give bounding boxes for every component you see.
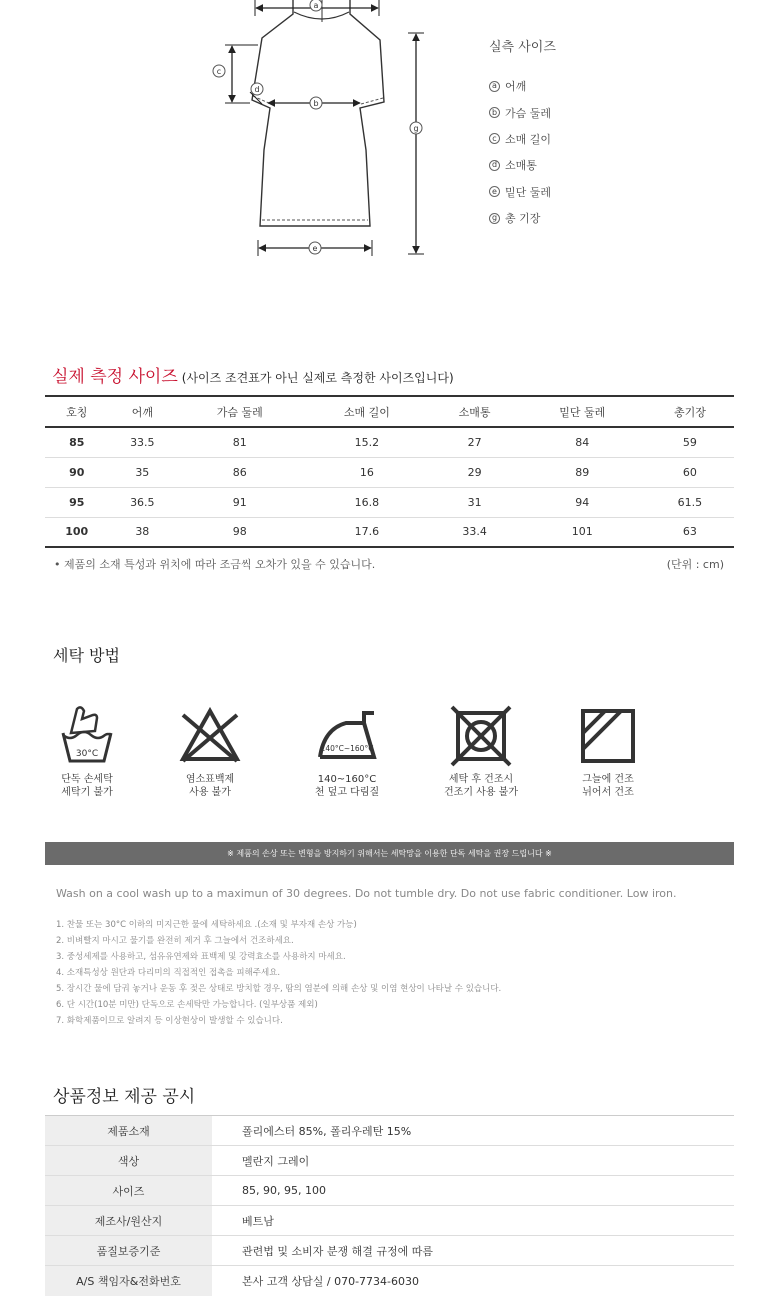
column-header: 가슴 둘레 [176, 396, 303, 427]
legend-item [489, 179, 556, 205]
column-header: 총기장 [646, 396, 734, 427]
info-value: 베트남 [212, 1206, 734, 1236]
table-cell: 91 [176, 487, 303, 517]
table-cell: 81 [176, 427, 303, 457]
info-value: 본사 고객 상담실 / 070-7734-6030 [212, 1266, 734, 1296]
care-banner: ※ 제품의 손상 또는 변형을 방지하기 위해서는 세탁망을 이용한 단독 세탁을 권장 드립니다 ※ [45, 842, 734, 865]
hand-wash-icon [57, 705, 117, 767]
table-row [45, 1146, 734, 1176]
column-header: 어깨 [108, 396, 176, 427]
info-key: 색상 [45, 1146, 212, 1176]
table-cell: 98 [176, 517, 303, 547]
table-cell: 60 [646, 457, 734, 487]
list-item: 1. 찬물 또는 30°C 이하의 미지근한 물에 세탁하세요 .(소재 및 부자재 손상 가능) [56, 920, 357, 930]
table-cell: 15.2 [303, 427, 430, 457]
table-cell: 59 [646, 427, 734, 457]
table-cell: 31 [431, 487, 519, 517]
info-section-title: 상품정보 제공 공시 [53, 1087, 196, 1107]
legend-item [489, 152, 556, 178]
legend-item [489, 205, 556, 231]
legend-label: 소매통 [505, 159, 537, 173]
table-cell: 100 [45, 517, 108, 547]
table-cell: 36.5 [108, 487, 176, 517]
list-item: 3. 중성세제를 사용하고, 섬유유연제와 표백제 및 강력효소를 사용하지 마세요. [56, 952, 346, 962]
list-item: 4. 소재특성상 원단과 다리미의 직접적인 접촉을 피해주세요. [56, 968, 281, 978]
legend-marker: c [489, 133, 500, 144]
table-cell: 86 [176, 457, 303, 487]
table-cell: 63 [646, 517, 734, 547]
tshirt-outline [252, 0, 384, 226]
column-header: 소매통 [431, 396, 519, 427]
list-item: 2. 비벼빨지 마시고 물기를 완전히 제거 후 그늘에서 건조하세요. [56, 936, 294, 946]
table-row [45, 1176, 734, 1206]
size-subtitle: (사이즈 조견표가 아닌 실제로 측정한 사이즈입니다) [181, 371, 454, 385]
care-english: Wash on a cool wash up to a maximun of 30 degrees. Do not tumble dry. Do not use fabric conditioner. Low iron. [56, 887, 677, 900]
diagram-legend [489, 36, 556, 231]
table-row [45, 1116, 734, 1146]
product-info-table [45, 1115, 734, 1296]
size-diagram [0, 0, 780, 270]
info-key: 제품소재 [45, 1116, 212, 1146]
info-key: A/S 책임자&전화번호 [45, 1266, 212, 1296]
table-row [45, 1266, 734, 1296]
marker-e: e [312, 244, 318, 253]
care-item [431, 705, 531, 799]
table-row [45, 487, 734, 517]
table-row [45, 1236, 734, 1266]
column-header: 소매 길이 [303, 396, 430, 427]
iron-icon [316, 705, 378, 767]
column-header: 호칭 [45, 396, 108, 427]
table-cell: 90 [45, 457, 108, 487]
table-cell: 101 [519, 517, 646, 547]
marker-c: c [216, 67, 222, 76]
table-cell: 33.4 [431, 517, 519, 547]
table-row [45, 517, 734, 547]
size-unit: (단위 : cm) [666, 558, 724, 571]
legend-label: 어깨 [505, 80, 527, 94]
column-header: 밑단 둘레 [519, 396, 646, 427]
table-row [45, 457, 734, 487]
legend-marker: d [489, 160, 500, 171]
no-bleach-icon [179, 705, 241, 767]
size-table-header [45, 396, 734, 427]
table-cell: 27 [431, 427, 519, 457]
table-cell: 95 [45, 487, 108, 517]
list-item: 7. 화학제품이므로 알려지 등 이상현상이 발생할 수 있습니다. [56, 1016, 283, 1026]
size-table [45, 395, 734, 548]
table-cell: 29 [431, 457, 519, 487]
care-section-title: 세탁 방법 [53, 646, 120, 665]
care-label: 단독 손세탁 세탁기 불가 [61, 774, 113, 798]
marker-g: g [413, 124, 419, 133]
info-key: 사이즈 [45, 1176, 212, 1206]
table-cell: 33.5 [108, 427, 176, 457]
legend-label: 총 기장 [505, 212, 541, 226]
table-cell: 16.8 [303, 487, 430, 517]
care-item [37, 705, 137, 799]
info-key: 품질보증기준 [45, 1236, 212, 1266]
iron-temp: 140°C~160°C [320, 744, 374, 753]
legend-label: 소매 길이 [505, 132, 552, 146]
list-item: 6. 단 시간(10분 미만) 단독으로 손세탁만 가능합니다. (일부상품 제외) [56, 1000, 318, 1010]
care-item [558, 705, 658, 799]
legend-item [489, 99, 556, 125]
info-value: 폴리에스터 85%, 폴리우레탄 15% [212, 1116, 734, 1146]
legend-item [489, 126, 556, 152]
care-item [297, 705, 397, 799]
table-cell: 16 [303, 457, 430, 487]
no-tumble-dry-icon [450, 705, 512, 767]
table-cell: 85 [45, 427, 108, 457]
shade-dry-icon [577, 705, 639, 767]
size-section-title [52, 362, 454, 387]
table-cell: 17.6 [303, 517, 430, 547]
table-cell: 35 [108, 457, 176, 487]
legend-marker: e [489, 186, 500, 197]
tshirt-diagram [0, 0, 780, 270]
info-value: 85, 90, 95, 100 [212, 1176, 734, 1206]
info-key: 제조사/원산지 [45, 1206, 212, 1236]
care-item [160, 705, 260, 799]
info-value: 관련법 및 소비자 분쟁 해결 규정에 따름 [212, 1236, 734, 1266]
size-note: • 제품의 소재 특성과 위치에 따라 조금씩 오차가 있을 수 있습니다. [54, 558, 376, 571]
table-cell: 84 [519, 427, 646, 457]
care-temp: 30°C [75, 749, 99, 759]
table-cell: 38 [108, 517, 176, 547]
marker-d: d [254, 85, 260, 94]
care-label: 염소표백제 사용 불가 [185, 774, 235, 798]
info-value: 멜란지 그레이 [212, 1146, 734, 1176]
table-cell: 61.5 [646, 487, 734, 517]
legend-item [489, 73, 556, 99]
legend-label: 가슴 둘레 [505, 106, 552, 120]
legend-marker: a [489, 81, 500, 92]
legend-label: 밑단 둘레 [505, 185, 552, 199]
care-label: 그늘에 건조 뉘어서 건조 [582, 774, 634, 798]
legend-marker: g [489, 213, 500, 224]
care-label: 140~160°C 천 덮고 다림질 [314, 774, 380, 798]
table-cell: 89 [519, 457, 646, 487]
care-label: 세탁 후 건조시 건조기 사용 불가 [444, 774, 518, 798]
table-row [45, 427, 734, 457]
marker-b: b [313, 99, 319, 108]
table-cell: 94 [519, 487, 646, 517]
legend-marker: b [489, 107, 500, 118]
care-instructions [56, 917, 501, 1029]
list-item: 5. 장시간 물에 담궈 놓거나 운동 후 젖은 상태로 방치할 경우, 땀의 염분에 의해 손상 및 이염 현상이 나타날 수 있습니다. [56, 984, 502, 994]
marker-a: a [313, 1, 319, 10]
table-row [45, 1206, 734, 1236]
size-title: 실제 측정 사이즈 [52, 367, 178, 387]
legend-title: 실측 사이즈 [489, 40, 556, 55]
